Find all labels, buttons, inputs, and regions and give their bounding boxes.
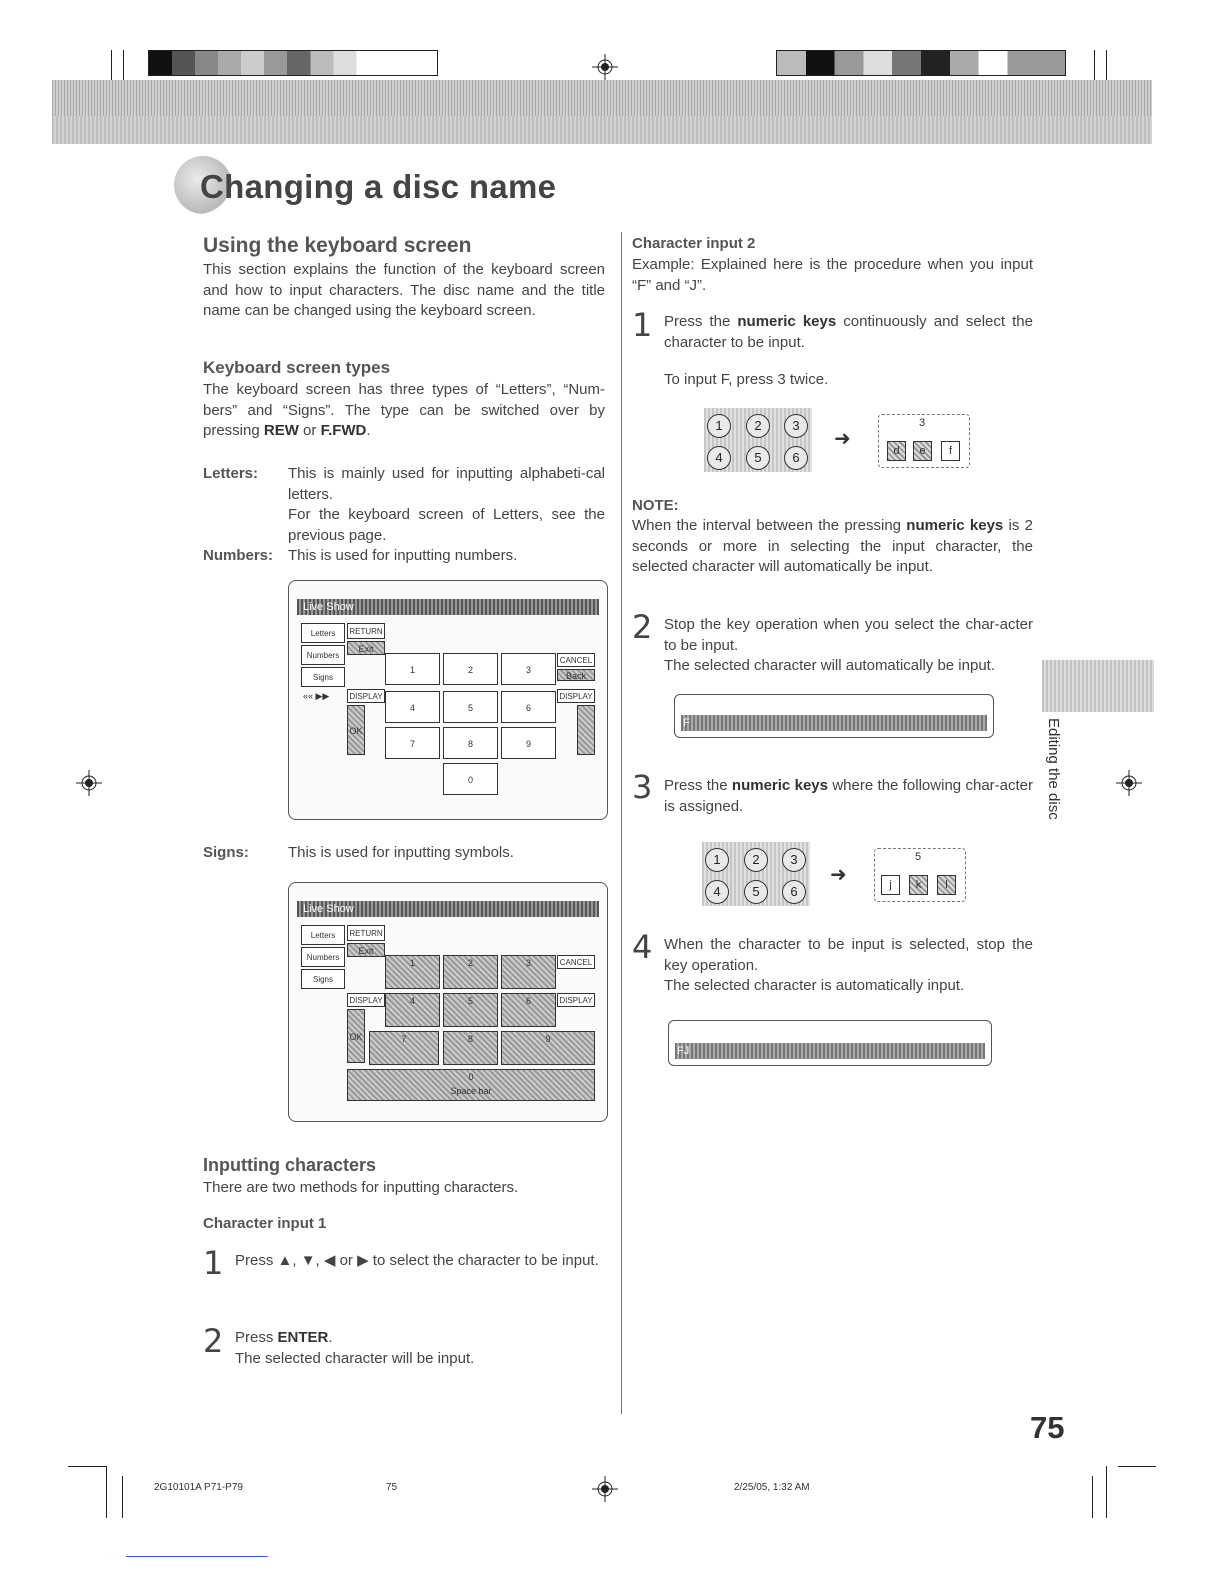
color-bar-right: [776, 50, 1066, 76]
return-button[interactable]: RETURN: [347, 925, 385, 941]
key-1-icon: 1: [705, 848, 729, 872]
key-4-icon: 4: [705, 880, 729, 904]
key-0-symbols[interactable]: 0 Space bar: [347, 1069, 595, 1101]
crop-mark: [122, 1476, 123, 1518]
key-7[interactable]: 7: [385, 727, 440, 759]
step-4-text: When the character to be input is selected, stop the key operation.: [664, 936, 1033, 974]
numeric-keypad-2: [702, 842, 810, 906]
crop-mark: [1118, 1466, 1156, 1467]
step-3-number: 3: [632, 768, 653, 806]
char-cell-selected: j: [881, 875, 900, 895]
crop-mark: [1106, 1466, 1107, 1518]
letters-text: This is mainly used for inputting alphabeti-cal letters.: [288, 465, 605, 503]
step-2-number: 2: [203, 1322, 224, 1360]
numbers-tab[interactable]: Numbers: [301, 947, 345, 967]
char-cell: l: [937, 875, 956, 895]
key-6-icon: 6: [782, 880, 806, 904]
crop-mark: [1094, 50, 1095, 80]
key-5-characters: [874, 848, 966, 902]
step-1-number: 1: [632, 306, 653, 344]
key-3[interactable]: 3: [501, 653, 556, 685]
key-3-icon: 3: [784, 414, 808, 438]
display-right-label: DISPLAY: [557, 689, 595, 703]
page-title: Changing a disc name: [200, 168, 557, 205]
inputting-heading: Inputting characters: [203, 1155, 377, 1175]
key-8-symbols[interactable]: 8: [443, 1031, 498, 1065]
key-9-symbols[interactable]: 9: [501, 1031, 595, 1065]
keyboard-signs-screen: [288, 882, 608, 1122]
step-2-sub: The selected character will automatically be input.: [664, 657, 995, 674]
key-number: 5: [915, 851, 922, 863]
skip-icons: «« ▶▶: [303, 691, 330, 701]
keyboard-numbers-screen: [288, 580, 608, 820]
name-field-text: FJ: [677, 1045, 690, 1057]
key-4-symbols[interactable]: 4: [385, 993, 440, 1027]
display-left-label: DISPLAY: [347, 993, 385, 1007]
step-4-number: 4: [632, 928, 653, 966]
key-3-icon: 3: [782, 848, 806, 872]
exit-button[interactable]: Exit: [347, 641, 385, 655]
letters-text-2: For the keyboard screen of Letters, see the previous page.: [288, 506, 605, 544]
column-divider: [621, 232, 622, 1414]
numbers-tab[interactable]: Numbers: [301, 645, 345, 665]
types-text: The keyboard screen has three types of “Letters”, “Num-bers” and “Signs”. The type can be switched over by pressing REW or F.FWD.: [203, 381, 605, 439]
key-6[interactable]: 6: [501, 691, 556, 723]
footer-rule: [126, 1556, 268, 1557]
key-3-characters: [878, 414, 970, 468]
footer-date: 2/25/05, 1:32 AM: [734, 1482, 810, 1493]
footer-code: 2G10101A P71-P79: [154, 1482, 243, 1493]
keyboard-title-bar: Live Show: [297, 901, 599, 917]
char-cell: e: [913, 441, 932, 461]
keyboard-title-bar: Live Show: [297, 599, 599, 615]
key-2-icon: 2: [744, 848, 768, 872]
inputting-text: There are two methods for inputting characters.: [203, 1179, 519, 1196]
crop-mark: [106, 1466, 107, 1518]
key-1-symbols[interactable]: 1: [385, 955, 440, 989]
step-4-sub: The selected character is automatically input.: [664, 977, 965, 994]
color-bar-left: [148, 50, 438, 76]
step-1-sub: To input F, press 3 twice.: [664, 371, 829, 388]
step-2-text: Press ENTER.: [235, 1329, 333, 1346]
side-tab-marker: [1042, 660, 1154, 712]
step-1-text: Press the numeric keys continuously and select the character to be input.: [664, 313, 1033, 351]
registration-mark-icon: [592, 1476, 618, 1502]
return-button[interactable]: RETURN: [347, 623, 385, 639]
key-0[interactable]: 0: [443, 763, 498, 795]
registration-mark-icon: [592, 54, 618, 80]
key-2[interactable]: 2: [443, 653, 498, 685]
space-bar-label: Space bar: [450, 1086, 492, 1096]
back-button[interactable]: Back: [557, 669, 595, 681]
name-field-bar: [681, 715, 987, 731]
letters-tab[interactable]: Letters: [301, 925, 345, 945]
name-field-2: [668, 1020, 992, 1066]
crop-mark: [1092, 1476, 1093, 1518]
key-2-icon: 2: [746, 414, 770, 438]
scroll-bar[interactable]: [577, 705, 595, 755]
types-heading: Keyboard screen types: [203, 358, 391, 377]
step-2-number: 2: [632, 608, 653, 646]
exit-button[interactable]: Exit: [347, 943, 385, 957]
char-input-2-heading: Character input 2: [632, 235, 756, 252]
key-4[interactable]: 4: [385, 691, 440, 723]
key-8[interactable]: 8: [443, 727, 498, 759]
ok-button[interactable]: OK: [347, 1009, 365, 1063]
numeric-keypad-1: [704, 408, 812, 472]
key-5-icon: 5: [744, 880, 768, 904]
arrow-right-icon: ➜: [830, 864, 847, 886]
key-2-symbols[interactable]: 2: [443, 955, 498, 989]
cancel-button[interactable]: CANCEL: [557, 955, 595, 969]
crop-mark: [111, 50, 112, 80]
arrow-right-icon: ➜: [834, 428, 851, 450]
crop-mark: [1106, 50, 1107, 80]
letters-tab[interactable]: Letters: [301, 623, 345, 643]
section-heading: Using the keyboard screen: [203, 234, 472, 257]
cancel-button[interactable]: CANCEL: [557, 653, 595, 667]
numbers-label: Numbers:: [203, 547, 274, 564]
side-tab-label: Editing the disc: [1045, 718, 1062, 820]
page-number: 75: [1030, 1410, 1065, 1445]
name-field-text: F: [683, 717, 690, 729]
ok-button[interactable]: OK: [347, 705, 365, 755]
key-6-icon: 6: [784, 446, 808, 470]
key-number: 3: [919, 417, 926, 429]
char-input-1-heading: Character input 1: [203, 1215, 327, 1232]
step-1-number: 1: [203, 1244, 224, 1282]
footer-page: 75: [386, 1482, 398, 1493]
signs-tab[interactable]: Signs: [301, 969, 345, 989]
step-2-result: The selected character will be input.: [235, 1350, 475, 1367]
step-2-text: Stop the key operation when you select the char-acter to be input.: [664, 616, 1033, 654]
intro-text: This section explains the function of the keyboard screen and how to input characters. The disc name and the title name can be changed using the keyboard screen.: [203, 261, 605, 319]
display-right-label: DISPLAY: [557, 993, 595, 1007]
name-field-bar: [675, 1043, 985, 1059]
signs-tab[interactable]: Signs: [301, 667, 345, 687]
key-1[interactable]: 1: [385, 653, 440, 685]
crop-mark: [123, 50, 124, 80]
signs-text: This is used for inputting symbols.: [288, 844, 514, 861]
signs-label: Signs:: [203, 844, 249, 861]
registration-mark-icon: [1116, 770, 1142, 796]
key-5[interactable]: 5: [443, 691, 498, 723]
letters-label: Letters:: [203, 465, 259, 482]
crop-mark: [68, 1466, 106, 1467]
example-text: Example: Explained here is the procedure when you input “F” and “J”.: [632, 256, 1033, 294]
key-9[interactable]: 9: [501, 727, 556, 759]
key-3-symbols[interactable]: 3: [501, 955, 556, 989]
char-cell: k: [909, 875, 928, 895]
key-1-icon: 1: [707, 414, 731, 438]
key-5-symbols[interactable]: 5: [443, 993, 498, 1027]
registration-mark-icon: [76, 770, 102, 796]
key-7-symbols[interactable]: 7: [369, 1031, 439, 1065]
step-3-text: Press the numeric keys where the following char-acter is assigned.: [664, 777, 1033, 815]
char-cell: d: [887, 441, 906, 461]
char-cell-selected: f: [941, 441, 960, 461]
header-band-top: [52, 80, 1152, 116]
display-left-label: DISPLAY: [347, 689, 385, 703]
name-field-1: [674, 694, 994, 738]
step-1-text: Press ▲, ▼, ◀ or ▶ to select the character to be input.: [235, 1252, 599, 1269]
note-heading: NOTE:: [632, 497, 679, 514]
numbers-text: This is used for inputting numbers.: [288, 547, 518, 564]
key-5-icon: 5: [746, 446, 770, 470]
key-6-symbols[interactable]: 6: [501, 993, 556, 1027]
note-text: When the interval between the pressing numeric keys is 2 seconds or more in selecting the input character, the selected character will automatically be input.: [632, 517, 1033, 575]
key-4-icon: 4: [707, 446, 731, 470]
